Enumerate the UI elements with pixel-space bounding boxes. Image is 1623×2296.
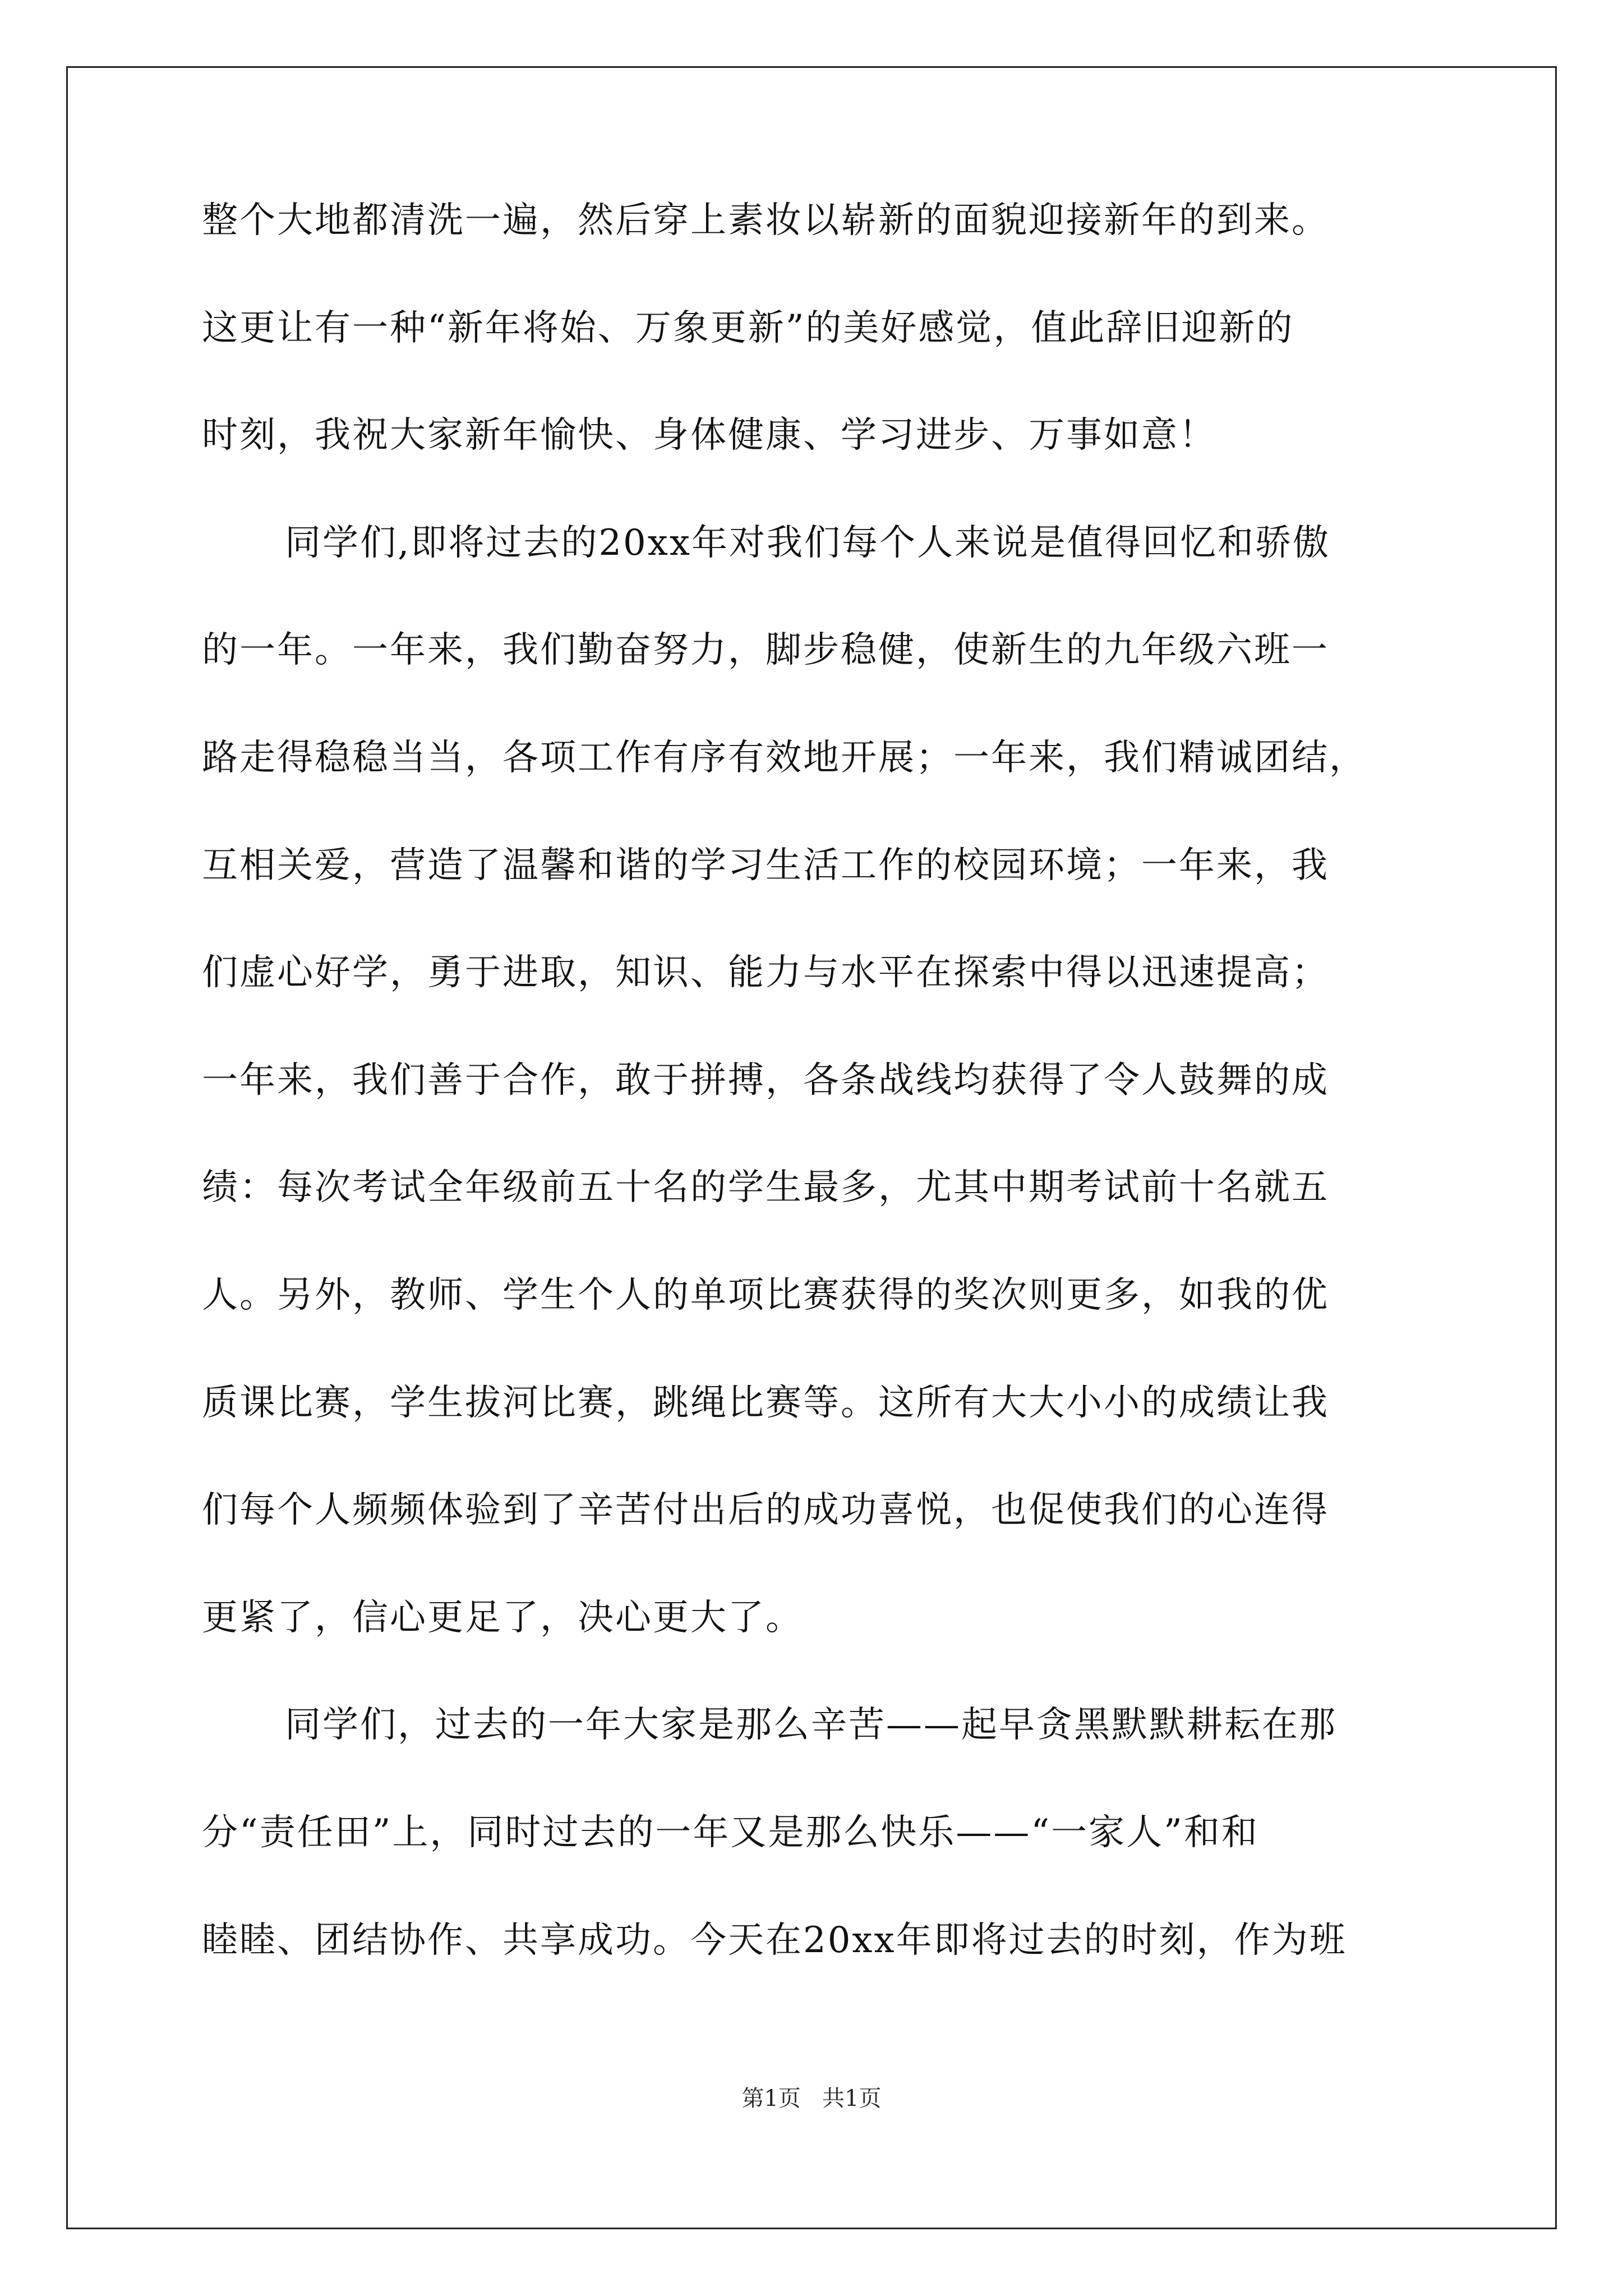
text-line: 更紧了，信心更足了，决心更大了。 [202, 1597, 803, 1639]
text-line: 们每个人频频体验到了辛苦付出后的成功喜悦，也促使我们的心连得 [202, 1489, 1329, 1531]
text-line: 同学们，过去的一年大家是那么辛苦——起早贪黑默默耕耘在那 [285, 1704, 1337, 1746]
text-line: 互相关爱，营造了温馨和谐的学习生活工作的校园环境；一年来，我 [202, 845, 1329, 886]
text-line: 这更让有一种“新年将始、万象更新”的美好感觉，值此辞旧迎新的 [202, 307, 1294, 349]
text-line: 路走得稳稳当当，各项工作有序有效地开展；一年来，我们精诚团结， [202, 737, 1367, 779]
text-line: 一年来，我们善于合作，敢于拼搏，各条战线均获得了令人鼓舞的成 [202, 1060, 1329, 1101]
text-line: 整个大地都清洗一遍，然后穿上素妆以崭新的面貌迎接新年的到来。 [202, 200, 1329, 241]
text-line: 人。另外，教师、学生个人的单项比赛获得的奖次则更多，如我的优 [202, 1274, 1329, 1316]
page-border [66, 66, 1557, 2229]
text-line: 时刻，我祝大家新年愉快、身体健康、学习进步、万事如意！ [202, 415, 1216, 456]
text-line: 的一年。一年来，我们勤奋努力，脚步稳健，使新生的九年级六班一 [202, 629, 1329, 671]
text-line: 睦睦、团结协作、共享成功。今天在20xx年即将过去的时刻，作为班 [202, 1920, 1347, 1961]
page-footer: 第1页 共1页 [741, 2086, 882, 2111]
text-line: 绩：每次考试全年级前五十名的学生最多，尤其中期考试前十名就五 [202, 1167, 1329, 1208]
text-line: 们虚心好学，勇于进取，知识、能力与水平在探索中得以迅速提高； [202, 952, 1329, 993]
text-line: 分“责任田”上，同时过去的一年又是那么快乐——“一家人”和和 [202, 1812, 1259, 1853]
text-line: 同学们,即将过去的20xx年对我们每个人来说是值得回忆和骄傲 [285, 522, 1330, 564]
text-line: 质课比赛，学生拔河比赛，跳绳比赛等。这所有大大小小的成绩让我 [202, 1382, 1329, 1424]
